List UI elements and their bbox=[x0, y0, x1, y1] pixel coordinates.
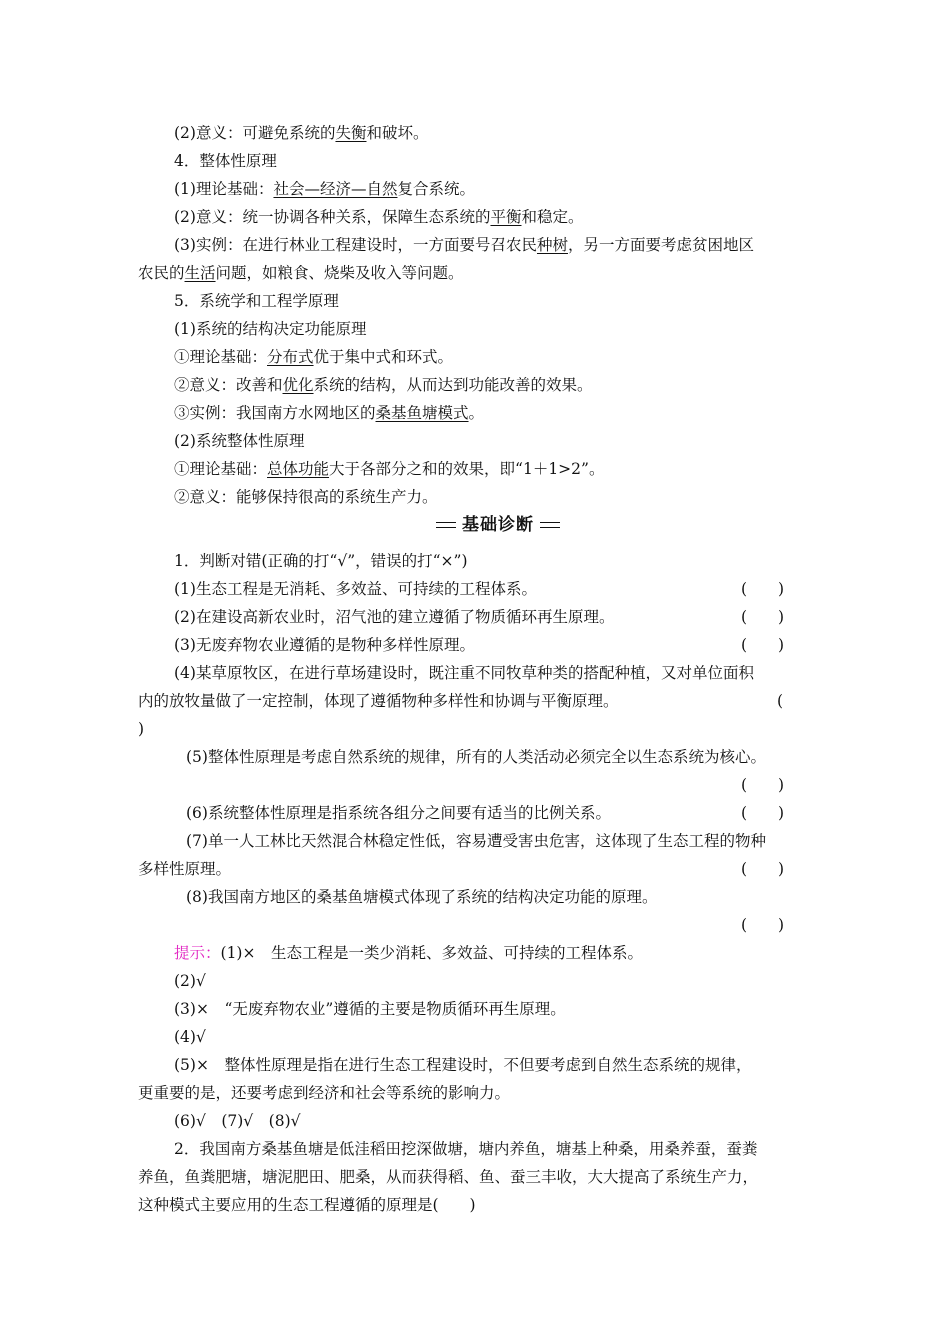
hint-5-line1: (5)× 整体性原理是指在进行生态工程建设时，不但要考虑到自然生态系统的规律， bbox=[174, 1056, 752, 1074]
q1-item-5: (5)整体性原理是考虑自然系统的规律，所有的人类活动必须完全以生态系统为核心。 bbox=[186, 748, 766, 766]
banner-left-rule bbox=[436, 522, 456, 528]
system-holism-theory: ①理论基础：总体功能大于各部分之和的效果，即“1＋1>2”。 bbox=[174, 460, 605, 478]
answer-blank-close: ) bbox=[138, 720, 145, 738]
q2-line1: 2．我国南方桑基鱼塘是低洼稻田挖深做塘，塘内养鱼，塘基上种桑，用桑养蚕，蚕粪 bbox=[174, 1140, 758, 1158]
holism-example-2: 农民的生活问题，如粮食、烧柴及收入等问题。 bbox=[138, 264, 464, 282]
section-banner bbox=[436, 514, 560, 536]
answer-blank: ( ) bbox=[741, 860, 785, 878]
answer-blank: ( ) bbox=[741, 776, 785, 794]
answer-blank-open: ( bbox=[777, 692, 784, 710]
banner-right-rule bbox=[540, 522, 560, 528]
q1-item-2: (2)在建设高新农业时，沼气池的建立遵循了物质循环再生原理。 bbox=[174, 608, 615, 626]
system-holism-heading: (2)系统整体性原理 bbox=[174, 432, 305, 450]
structure-example: ③实例：我国南方水网地区的桑基鱼塘模式。 bbox=[174, 404, 485, 422]
q1-item-7-line2: 多样性原理。 bbox=[138, 860, 232, 878]
structure-theory: ①理论基础：分布式优于集中式和环式。 bbox=[174, 348, 454, 366]
heading-holism: 4．整体性原理 bbox=[174, 152, 277, 170]
holism-meaning: (2)意义：统一协调各种关系，保障生态系统的平衡和稳定。 bbox=[174, 208, 584, 226]
system-holism-meaning: ②意义：能够保持很高的系统生产力。 bbox=[174, 488, 438, 506]
hint-4: (4)√ bbox=[174, 1028, 206, 1046]
holism-example-1: (3)实例：在进行林业工程建设时，一方面要号召农民种树，另一方面要考虑贫困地区 bbox=[174, 236, 754, 254]
hint-6-8: (6)√ (7)√ (8)√ bbox=[174, 1112, 301, 1130]
answer-blank: ( ) bbox=[741, 608, 785, 626]
q1-item-4-line1: (4)某草原牧区，在进行草场建设时，既注重不同牧草种类的搭配种植，又对单位面积 bbox=[174, 664, 754, 682]
banner-title: 基础诊断 bbox=[462, 515, 534, 535]
q2-line2: 养鱼，鱼粪肥塘，塘泥肥田、肥桑，从而获得稻、鱼、蚕三丰收，大大提高了系统生产力， bbox=[138, 1168, 759, 1186]
q2-line3: 这种模式主要应用的生态工程遵循的原理是( ) bbox=[138, 1196, 476, 1214]
hint-5-line2: 更重要的是，还要考虑到经济和社会等系统的影响力。 bbox=[138, 1084, 511, 1102]
q1-item-4-line2: 内的放牧量做了一定控制，体现了遵循物种多样性和协调与平衡原理。 bbox=[138, 692, 619, 710]
q1-item-3: (3)无废弃物农业遵循的是物种多样性原理。 bbox=[174, 636, 475, 654]
hint-1: 提示：(1)× 生态工程是一类少消耗、多效益、可持续的工程体系。 bbox=[174, 944, 643, 962]
hint-3: (3)× “无废弃物农业”遵循的主要是物质循环再生原理。 bbox=[174, 1000, 566, 1018]
structure-function-heading: (1)系统的结构决定功能原理 bbox=[174, 320, 367, 338]
hint-2: (2)√ bbox=[174, 972, 206, 990]
answer-blank: ( ) bbox=[741, 636, 785, 654]
q1-item-7-line1: (7)单一人工林比天然混合林稳定性低，容易遭受害虫危害，这体现了生态工程的物种 bbox=[186, 832, 766, 850]
q1-item-6: (6)系统整体性原理是指系统各组分之间要有适当的比例关系。 bbox=[186, 804, 611, 822]
answer-blank: ( ) bbox=[741, 580, 785, 598]
hint-label: 提示： bbox=[174, 944, 221, 962]
answer-blank: ( ) bbox=[741, 804, 785, 822]
heading-systems: 5．系统学和工程学原理 bbox=[174, 292, 339, 310]
answer-blank: ( ) bbox=[741, 916, 785, 934]
q1-item-1: (1)生态工程是无消耗、多效益、可持续的工程体系。 bbox=[174, 580, 537, 598]
q1-item-8: (8)我国南方地区的桑基鱼塘模式体现了系统的结构决定功能的原理。 bbox=[186, 888, 658, 906]
q1-stem: 1．判断对错(正确的打“√”，错误的打“×”) bbox=[174, 552, 468, 570]
structure-meaning: ②意义：改善和优化系统的结构，从而达到功能改善的效果。 bbox=[174, 376, 593, 394]
meaning-line-2: (2)意义：可避免系统的失衡和破坏。 bbox=[174, 124, 429, 142]
holism-theory: (1)理论基础：社会—经济—自然复合系统。 bbox=[174, 180, 475, 198]
